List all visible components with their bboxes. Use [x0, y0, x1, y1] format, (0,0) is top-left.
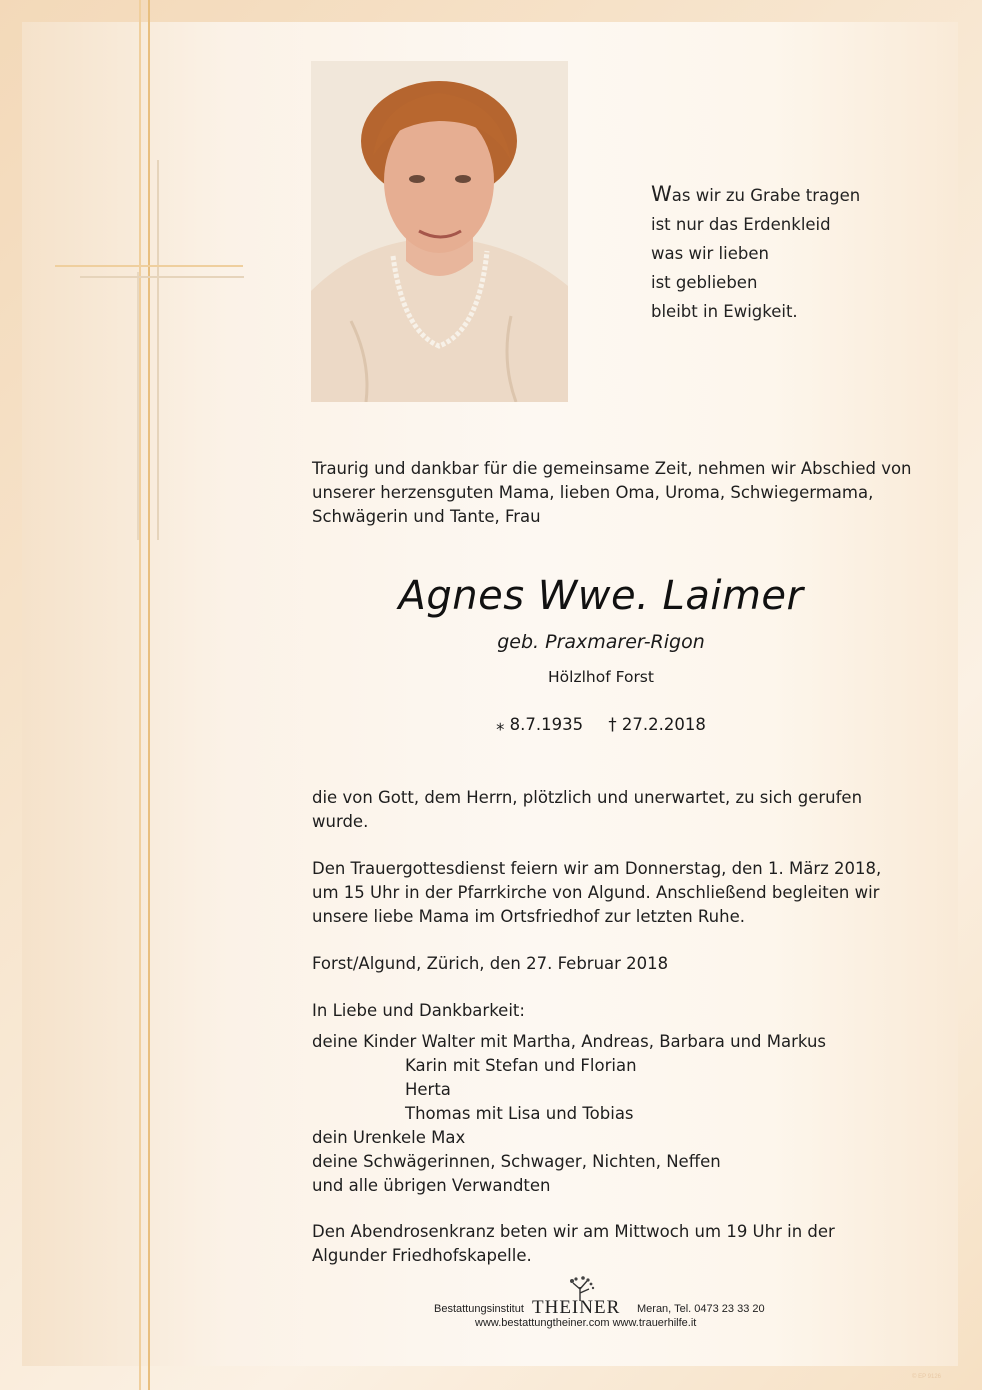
family-line: und alle übrigen Verwandten [312, 1176, 551, 1195]
life-dates [300, 713, 902, 737]
document-code: © EP 9126 [912, 1374, 941, 1380]
family-line: deine Schwägerinnen, Schwager, Nichten, Neffen [312, 1152, 721, 1171]
residence: Hölzlhof Forst [548, 668, 654, 686]
birth-date: ⁎ 8.7.1935 [496, 715, 584, 734]
portrait-photo [311, 61, 568, 402]
called-text: die von Gott, dem Herrn, plötzlich und unerwartet, zu sich gerufen wurde. [312, 788, 863, 831]
place-date-text: Forst/Algund, Zürich, den 27. Februar 2018 [312, 954, 669, 973]
family-list [312, 1030, 826, 1198]
deceased-name: Agnes Wwe. Laimer [398, 573, 804, 619]
birth-name: geb. Praxmarer-Rigon [497, 631, 705, 653]
footer-contact: Meran, Tel. 0473 23 33 20 [637, 1303, 765, 1315]
family-line: Karin mit Stefan und Florian [405, 1056, 637, 1075]
memorial-poem [651, 180, 941, 326]
poem-line: ist nur das Erdenkleid [651, 215, 831, 234]
death-date: † 27.2.2018 [608, 715, 706, 734]
poem-first-line: as wir zu Grabe tragen [671, 186, 861, 205]
poem-line: bleibt in Ewigkeit. [651, 302, 798, 321]
gold-line-left [139, 0, 141, 1390]
family-line: dein Urenkele Max [312, 1128, 466, 1147]
family-line: Herta [405, 1080, 451, 1099]
poem-initial: W [651, 182, 672, 206]
footer-web: www.bestattungtheiner.com www.trauerhilfe.it [475, 1317, 697, 1329]
poem-line [651, 180, 941, 210]
family-line: Thomas mit Lisa und Tobias [405, 1104, 634, 1123]
footer-institute: Bestattungsinstitut [434, 1303, 524, 1315]
footer-brand: THEINER [532, 1297, 621, 1318]
poem-line: ist geblieben [651, 273, 758, 292]
intro-text: Traurig und dankbar für die gemeinsame Zeit, nehmen wir Abschied von unserer herzensguten Mama, lieben Oma, Uroma, Schwiegermama, Schwägerin und Tante, Frau [312, 459, 912, 526]
rosary-text: Den Abendrosenkranz beten wir am Mittwoch um 19 Uhr in der Algunder Friedhofskapelle. [312, 1222, 835, 1265]
family-line: deine Kinder Walter mit Martha, Andreas, Barbara und Markus [312, 1032, 827, 1051]
love-text: In Liebe und Dankbarkeit: [312, 1001, 525, 1020]
gold-line-right [148, 0, 150, 1390]
service-text: Den Trauergottesdienst feiern wir am Donnerstag, den 1. März 2018, um 15 Uhr in der Pfarrkirche von Algund. Anschließend begleiten wir unsere liebe Mama im Ortsfriedhof zur letzten Ruhe. [312, 859, 882, 926]
poem-line: was wir lieben [651, 244, 769, 263]
